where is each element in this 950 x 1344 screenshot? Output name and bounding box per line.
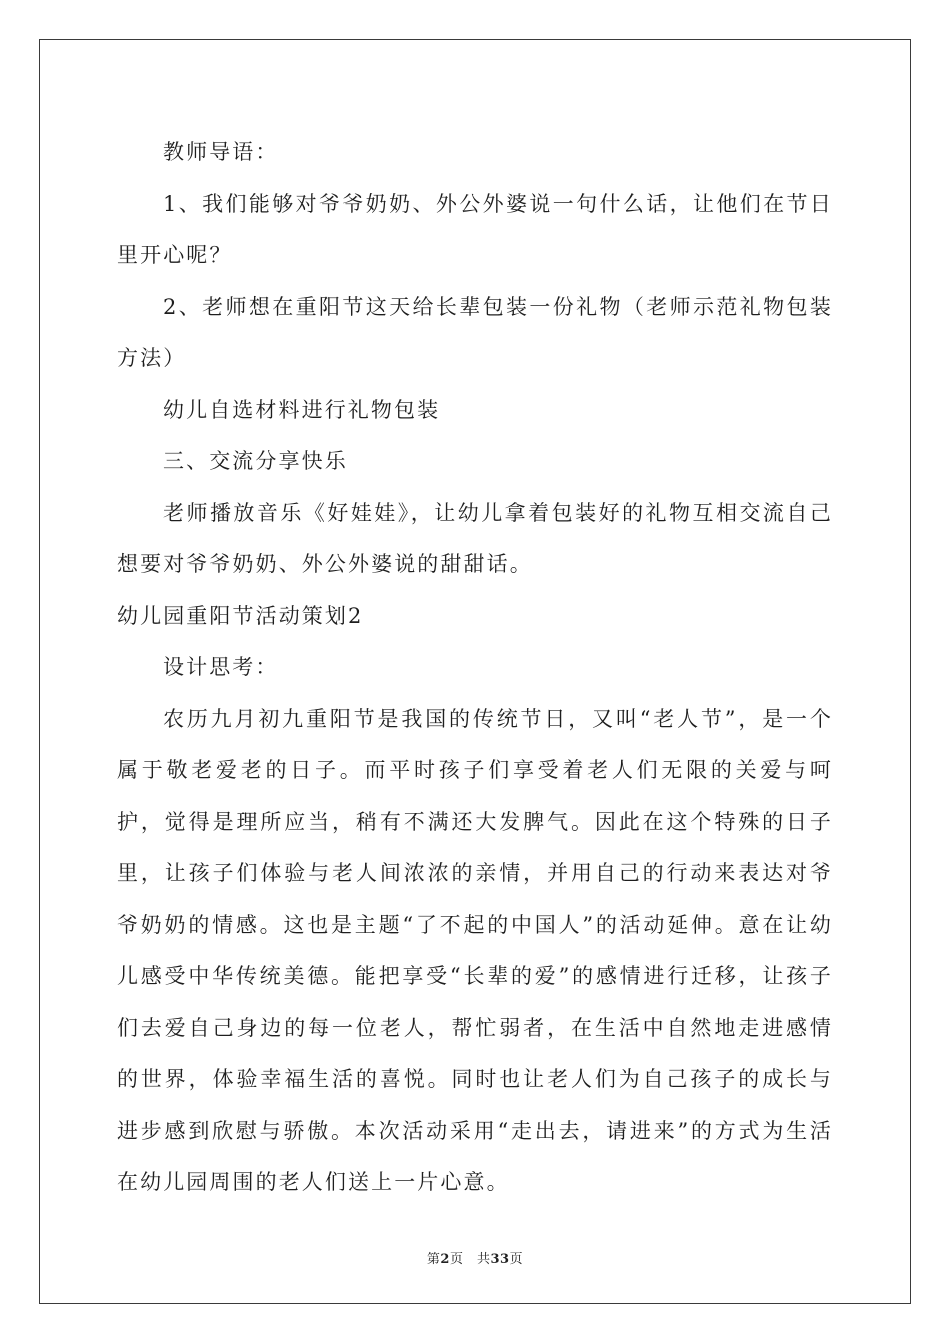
paragraph: 设计思考： <box>163 655 279 679</box>
section-heading: 幼儿园重阳节活动策划2 <box>117 603 364 628</box>
page-prefix: 第 <box>426 1252 441 1267</box>
page-mid: 页 共 <box>449 1252 491 1267</box>
total-page-number: 33 <box>490 1252 510 1267</box>
document-body <box>117 127 833 1209</box>
current-page-number: 2 <box>440 1252 450 1267</box>
paragraph: 三、交流分享快乐 <box>163 449 348 473</box>
paragraph: 农历九月初九重阳节是我国的传统节日，又叫“老人节”，是一个属于敬老爱老的日子。而平时孩子们享受着老人们无限的关爱与呵护，觉得是理所应当，稍有不满还大发脾气。因此在这个特殊的日子里，让孩子们体验与老人间浓浓的亲情，并用自己的行动来表达对爷爷奶奶的情感。这也是主题“了不起的中国人”的活动延伸。意在让幼儿感受中华传统美德。能把享受“长辈的爱”的感情进行迁移，让孩子们去爱自己身边的每一位老人，帮忙弱者，在生活中自然地走进感情的世界，体验幸福生活的喜悦。同时也让老人们为自己孩子的成长与进步感到欣慰与骄傲。本次活动采用“走出去，请进来”的方式为生活在幼儿园周围的老人们送上一片心意。 <box>117 706 833 1194</box>
paragraph: 教师导语： <box>163 140 279 164</box>
paragraph: 2、老师想在重阳节这天给长辈包装一份礼物（老师示范礼物包装方法） <box>117 294 833 370</box>
paragraph: 1、我们能够对爷爷奶奶、外公外婆说一句什么话，让他们在节日里开心呢？ <box>117 191 833 267</box>
page-footer <box>0 1248 950 1267</box>
paragraph: 幼儿自选材料进行礼物包装 <box>163 397 441 422</box>
page-suffix: 页 <box>509 1252 524 1267</box>
paragraph: 老师播放音乐《好娃娃》，让幼儿拿着包装好的礼物互相交流自己想要对爷爷奶奶、外公外婆说的甜甜话。 <box>117 500 833 576</box>
